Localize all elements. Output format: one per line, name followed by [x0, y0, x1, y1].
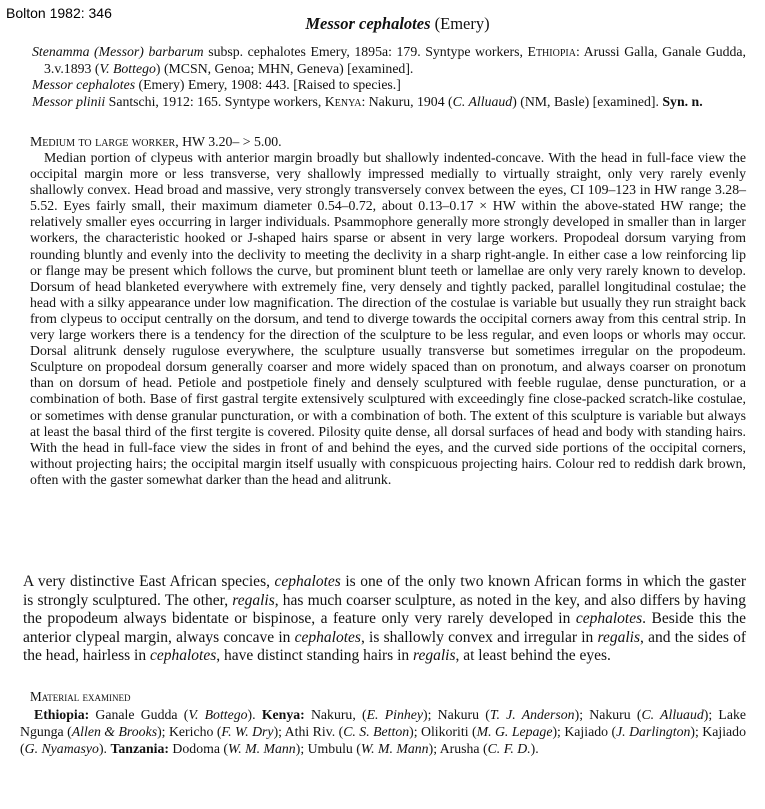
- comment-taxon: cephalotes: [294, 628, 361, 646]
- locality: ); Lake Ngunga (: [20, 707, 746, 739]
- synonym-entry: [32, 77, 746, 94]
- locality: ); Arusha (: [428, 741, 488, 756]
- synonym-country: Ethiopia: [527, 44, 576, 59]
- comment-text: is one of the only two known African forms in which the gaster is strongly sculptured. The other,: [23, 573, 746, 609]
- worker-description: Median portion of clypeus with anterior margin broadly but shallowly indented-concave. With the head in full-face view the occipital margin more or less transverse, very shallowly impressed medially to virtually straight, only very rarely evenly shallowly convex. Head broad and massive, very strongly transversely convex between the eyes, CI 109–123 in HW range 3.28–5.52. Eyes fairly small, their maximum diameter 0.54–0.72, about 0.13–0.17 × HW within the above-stated HW range; the relatively smaller eyes occurring in larger individuals. Psammophore generally more strongly developed in smaller than in larger workers, the characteristic hooked or J-shaped hairs sparse or absent in very large workers. Propodeal dorsum varying from rounding bluntly and evenly into the declivity to meeting the declivity in a sharp right-angle. In either case a low reinforcing lip or flange may be present which follows the curve, but prominent blunt teeth or lamellae are only very rarely known to develop. Dorsum of head blanketed everywhere with extremely fine, very densely and tightly packed, parallel longitudinal costulae; the head with a silky appearance under low magnification. The direction of the costulae is variable but usually they run straight back from clypeus to occiput centrally on the dorsum, and tend to diverge towards the occipital corners away from this central strip. In very large workers there is a tendency for the direction of the sculpture to be less regular, and even loops or whorls may occur. Dorsal alitrunk densely rugulose everywhere, the sculpture usually transverse but sometimes irregular on the propodeum. Sculpture on propodeal dorsum generally coarser and more widely spaced than on pronotum, and always coarser on pronotum than on dorsum of head. Petiole and postpetiole finely and densely sculptured with feeble rugulae, dense puncturation, or a combination of both. Base of first gastral tergite extensively sculptured with exceedingly fine close-packed scratch-like costulae, or sometimes with dense granular puncturation, or with a combination of both. The extent of this sculpture is variable but always at least the basal third of the first tergite is covered. Pilosity quite dense, all dorsal surfaces of head and body with standing hairs. With the head in full-face view the sides in front of and behind the eyes, and the curved side portions of the occipital corners, without projecting hairs; the occipital margin itself usually with conspicuous projecting hairs. Colour red to reddish dark brown, often with the gaster somewhat darker than the head and alitrunk.: [30, 150, 746, 487]
- punct: ).: [247, 707, 262, 722]
- locality: ); Kajiado (: [20, 724, 746, 756]
- comment-taxon: cephalotes: [149, 647, 217, 664]
- comment-taxon: regalis: [232, 591, 275, 609]
- collector: T. J. Anderson: [489, 707, 575, 722]
- species-author-text: (Emery): [434, 14, 490, 33]
- species-name: Messor cephalotes: [305, 14, 431, 33]
- synonymy-block: [32, 44, 746, 110]
- synonym-text: Santschi, 1912: 165. Syntype workers,: [105, 93, 325, 109]
- synonym-locality: : Nakuru, 1904 (: [361, 93, 453, 109]
- comment-text: , at least behind the eyes.: [455, 647, 611, 664]
- country-label: Ethiopia:: [34, 707, 90, 722]
- comment-text: . Beside this the anterior clypeal margin, always concave in: [23, 610, 746, 646]
- collector: E. Pinhey: [366, 707, 423, 722]
- locality: Nakuru, (: [304, 707, 367, 722]
- locality: Ganale Gudda (: [89, 707, 189, 722]
- locality: ); Nakuru (: [574, 707, 642, 722]
- locality: ); Athi Riv. (: [273, 724, 344, 739]
- synonym-name: Stenamma (Messor) barbarum: [32, 44, 204, 59]
- comparative-comment: [23, 573, 746, 666]
- punct: ).: [98, 741, 111, 756]
- caste-heading: Medium to large worker, HW 3.20– > 5.00.: [30, 134, 282, 149]
- synonym-entry: [32, 94, 746, 111]
- collector: J. Darlington: [616, 724, 691, 739]
- comment-text: A very distinctive East African species,: [23, 573, 275, 590]
- synonym-locality: : Arussi Galla, Ganale Gudda, 3.v.1893 (: [44, 44, 746, 76]
- collector: V. Bottego: [188, 707, 248, 722]
- comment-text: , is shallowly convex and irregular in: [360, 628, 598, 646]
- collector: Allen & Brooks: [71, 724, 158, 739]
- synonym-text: subsp. cephalotes Emery, 1895a: 179. Syntype workers,: [203, 44, 528, 59]
- collector: M. G. Lepage: [476, 724, 553, 739]
- collector: W. M. Mann: [228, 741, 296, 756]
- locality: ); Umbulu (: [295, 741, 361, 756]
- comment-taxon: regalis: [597, 628, 641, 646]
- species-title: [0, 14, 765, 34]
- synonym-collector: V. Bottego: [99, 60, 156, 76]
- comment-taxon: cephalotes: [274, 573, 341, 590]
- synonym-text: (Emery) Emery, 1908: 443. [Raised to species.]: [135, 77, 401, 92]
- comment-text: , have distinct standing hairs in: [216, 647, 414, 664]
- punct: ).: [530, 741, 539, 756]
- comment-text: , has much coarser sculpture, as noted in the key, and also differs by having the propodeum always bidentate or bispinose, a feature only very rarely developed in: [23, 591, 746, 627]
- synonym-name: Messor plinii: [32, 93, 106, 109]
- country-label: Tanzania:: [110, 741, 169, 756]
- collector: C. S. Betton: [343, 724, 410, 739]
- comment-text: , and the sides of the head, hairless in: [23, 628, 747, 664]
- synonym-name: Messor cephalotes: [32, 77, 136, 92]
- collector: G. Nyamasyo: [24, 741, 99, 756]
- locality: ); Olikoriti (: [409, 724, 477, 739]
- country-label: Kenya:: [261, 707, 305, 722]
- synonym-status: Syn. n.: [662, 93, 703, 109]
- collector: W. M. Mann: [360, 741, 429, 756]
- locality: ); Nakuru (: [423, 707, 490, 722]
- collector: C. F. D.: [487, 741, 531, 756]
- locality: ); Kericho (: [157, 724, 222, 739]
- comment-taxon: regalis: [413, 647, 456, 664]
- locality: Dodoma (: [168, 741, 228, 756]
- material-heading: Material examined: [30, 689, 131, 704]
- synonym-depository: ) (MCSN, Genoa; MHN, Geneva) [examined].: [155, 60, 414, 76]
- source-label: Bolton 1982: 346: [6, 5, 112, 21]
- material-examined-list: [20, 706, 746, 757]
- collector: C. Alluaud: [641, 707, 704, 722]
- locality: ); Kajiado (: [552, 724, 617, 739]
- synonym-entry: [32, 44, 746, 77]
- synonym-country: Kenya: [324, 93, 362, 109]
- synonym-collector: C. Alluaud: [452, 93, 513, 109]
- collector: F. W. Dry: [221, 724, 274, 739]
- comment-taxon: cephalotes: [575, 610, 643, 627]
- synonym-depository: ) (NM, Basle) [examined].: [512, 93, 663, 109]
